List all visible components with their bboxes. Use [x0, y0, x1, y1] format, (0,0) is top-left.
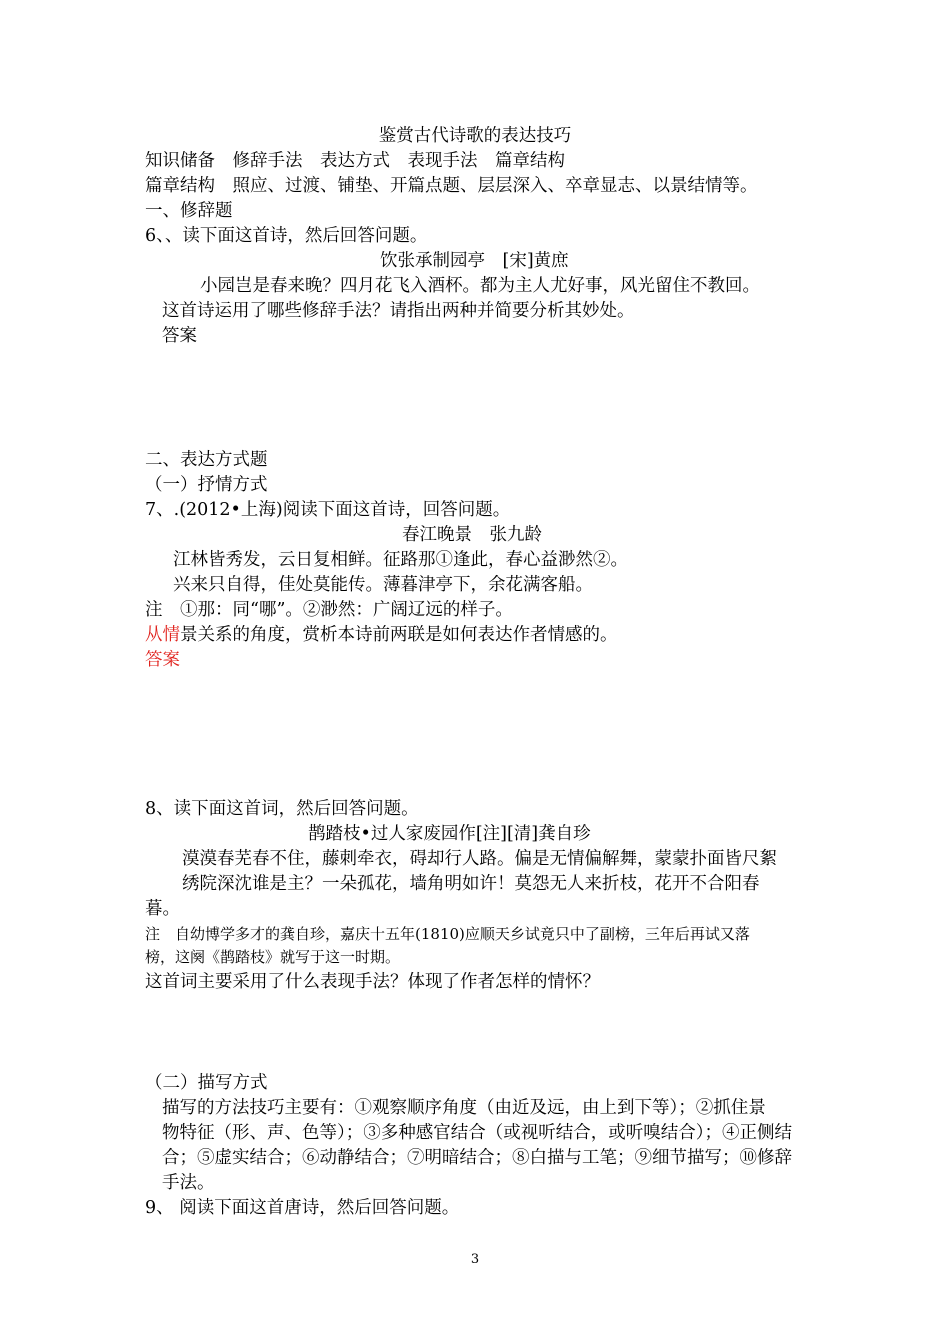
question-8-prompt: 8、读下面这首词，然后回答问题。 — [145, 799, 419, 819]
poem-note: 注 ①那：同“哪”。②渺然：广阔辽远的样子。 — [145, 600, 513, 620]
answer-label: 答案 — [145, 650, 180, 670]
description-text: 手法。 — [162, 1173, 215, 1193]
page-number: 3 — [470, 1252, 480, 1267]
question-7-text — [145, 623, 618, 647]
poem-line: 小园岂是春来晚？四月花飞入酒杯。都为主人尤好事，风光留住不教回。 — [200, 276, 760, 296]
ci-note: 榜，这阕《鹊踏枝》就写于这一时期。 — [145, 948, 401, 966]
ci-note: 注 自幼博学多才的龚自珍，嘉庆十五年(1810)应顺天乡试竟只中了副榜，三年后再试又落 — [145, 925, 750, 943]
poem-line: 兴来只自得，佳处莫能传。薄暮津亭下，余花满客船。 — [173, 575, 593, 595]
subsection-description: （二）描写方式 — [145, 1073, 268, 1093]
description-text: 合；⑤虚实结合；⑥动静结合；⑦明暗结合；⑧白描与工笔；⑨细节描写；⑩修辞 — [162, 1148, 792, 1168]
description-text: 物特征（形、声、色等）；③多种感官结合（或视听结合，或听嗅结合）；④正侧结 — [162, 1123, 792, 1143]
highlight-text: 从情 — [145, 625, 180, 645]
ci-line: 绣院深沈谁是主？一朵孤花，墙角明如许！莫怨无人来折枝，花开不合阳春 — [182, 874, 760, 894]
ci-line: 漠漠春芜春不住，藤刺牵衣，碍却行人路。偏是无情偏解舞，蒙蒙扑面皆尺絮 — [182, 849, 777, 869]
ci-line: 暮。 — [145, 899, 180, 919]
poem-title: 春江晚景 张九龄 — [402, 525, 542, 545]
question-6-text: 这首诗运用了哪些修辞手法？请指出两种并简要分析其妙处。 — [162, 301, 635, 321]
answer-label: 答案 — [162, 326, 197, 346]
knowledge-line: 知识储备 修辞手法 表达方式 表现手法 篇章结构 — [145, 151, 565, 171]
question-8-text: 这首词主要采用了什么表现手法？体现了作者怎样的情怀？ — [145, 972, 600, 992]
poem-title: 饮张承制园亭 [宋]黄庶 — [380, 251, 569, 271]
question-6-prompt: 6、、读下面这首诗，然后回答问题。 — [145, 226, 428, 246]
ci-title: 鹊踏枝•过人家废园作[注][清]龚自珍 — [308, 824, 591, 844]
question-7-prompt: 7、.(2012•上海)阅读下面这首诗，回答问题。 — [145, 500, 511, 520]
structure-line: 篇章结构 照应、过渡、铺垫、开篇点题、层层深入、卒章显志、以景结情等。 — [145, 176, 758, 196]
section-2-heading: 二、表达方式题 — [145, 450, 268, 470]
subsection-lyric: （一）抒情方式 — [145, 475, 268, 495]
poem-line: 江林皆秀发，云日复相鲜。征路那①逢此，春心益渺然②。 — [173, 550, 628, 570]
description-text: 描写的方法技巧主要有：①观察顺序角度（由近及远，由上到下等）；②抓住景 — [162, 1098, 766, 1118]
question-text: 景关系的角度，赏析本诗前两联是如何表达作者情感的。 — [180, 625, 618, 645]
section-1-heading: 一、修辞题 — [145, 201, 233, 221]
page-title: 鉴赏古代诗歌的表达技巧 — [378, 126, 572, 146]
question-9-prompt: 9、 阅读下面这首唐诗，然后回答问题。 — [145, 1198, 460, 1218]
